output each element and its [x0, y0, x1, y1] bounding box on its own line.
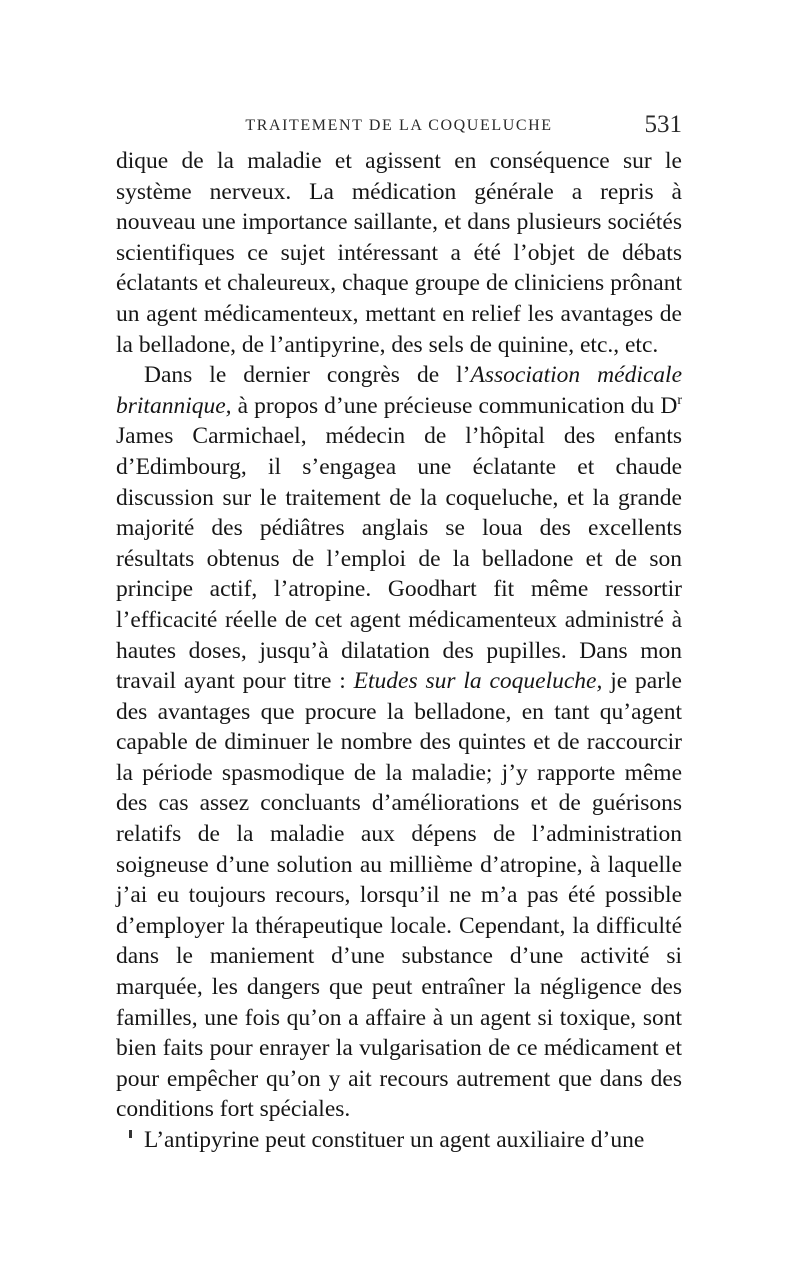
print-speck — [129, 1130, 132, 1138]
paragraph — [116, 1125, 682, 1156]
text-segment: Dans le dernier congrès de l’ — [144, 362, 471, 389]
running-header — [116, 113, 682, 141]
text-segment: je parle des avantages que procure la belladone, en tant qu’agent capable de diminuer le nombre des quintes et de raccourcir la période spasmodique de la maladie; j’y rapporte même des cas assez concluants d’améliorations et de guérisons relatifs de la maladie aux dépens de l’administration soigneuse d’une solution au millième d’atropine, à laquelle j’ai eu toujours recours, lorsqu’il ne m’a pas été possible d’employer la thérapeutique locale. Cependant, la difficulté dans le maniement d’une substance d’une activité si marquée, les dangers que peut entraîner la négligence des familles, une fois qu’on a affaire à un agent si toxique, sont bien faits pour enrayer la vulgarisation de ce médicament et pour empêcher qu’on y ait recours autrement que dans des conditions fort spéciales. — [116, 668, 682, 1123]
italic-text: Association médicale britannique, — [116, 362, 682, 419]
body-text — [116, 146, 682, 1156]
text-segment: L’antipyrine peut constituer un agent auxiliaire d’une — [144, 1127, 645, 1153]
paragraph — [116, 360, 682, 1125]
text-segment: James Carmichael, médecin de l’hôpital des enfants d’Edimbourg, il s’engagea une éclatante et chaude discussion sur le traitement de la coqueluche, et la grande majorité des pédiâtres anglais se loua des excellents résultats obtenus de l’emploi de la belladone et de son principe actif, l’atropine. Goodhart fit même ressortir l’efficacité réelle de cet agent médicamenteux administré à hautes doses, jusqu’à dilatation des pupilles. Dans mon travail ayant pour titre : — [116, 423, 682, 695]
italic-text: Etudes sur la coqueluche, — [353, 668, 603, 695]
text-segment: dique de la maladie et agissent en conséquence sur le système nerveux. La médication générale a repris à nouveau une importance saillante, et dans plusieurs sociétés scientifiques ce sujet intéressant a été l’objet de débats éclatants et chaleureux, chaque groupe de cliniciens prônant un agent médicamenteux, mettant en relief les avantages de la belladone, de l’antipyrine, des sels de quinine, etc., etc. — [116, 148, 682, 358]
page-number: 531 — [644, 111, 682, 138]
running-title: TRAITEMENT DE LA COQUELUCHE — [245, 117, 553, 134]
paragraph — [116, 146, 682, 360]
superscript-text: r — [677, 392, 682, 408]
text-segment: à propos d’une précieuse communication du D — [231, 392, 678, 419]
